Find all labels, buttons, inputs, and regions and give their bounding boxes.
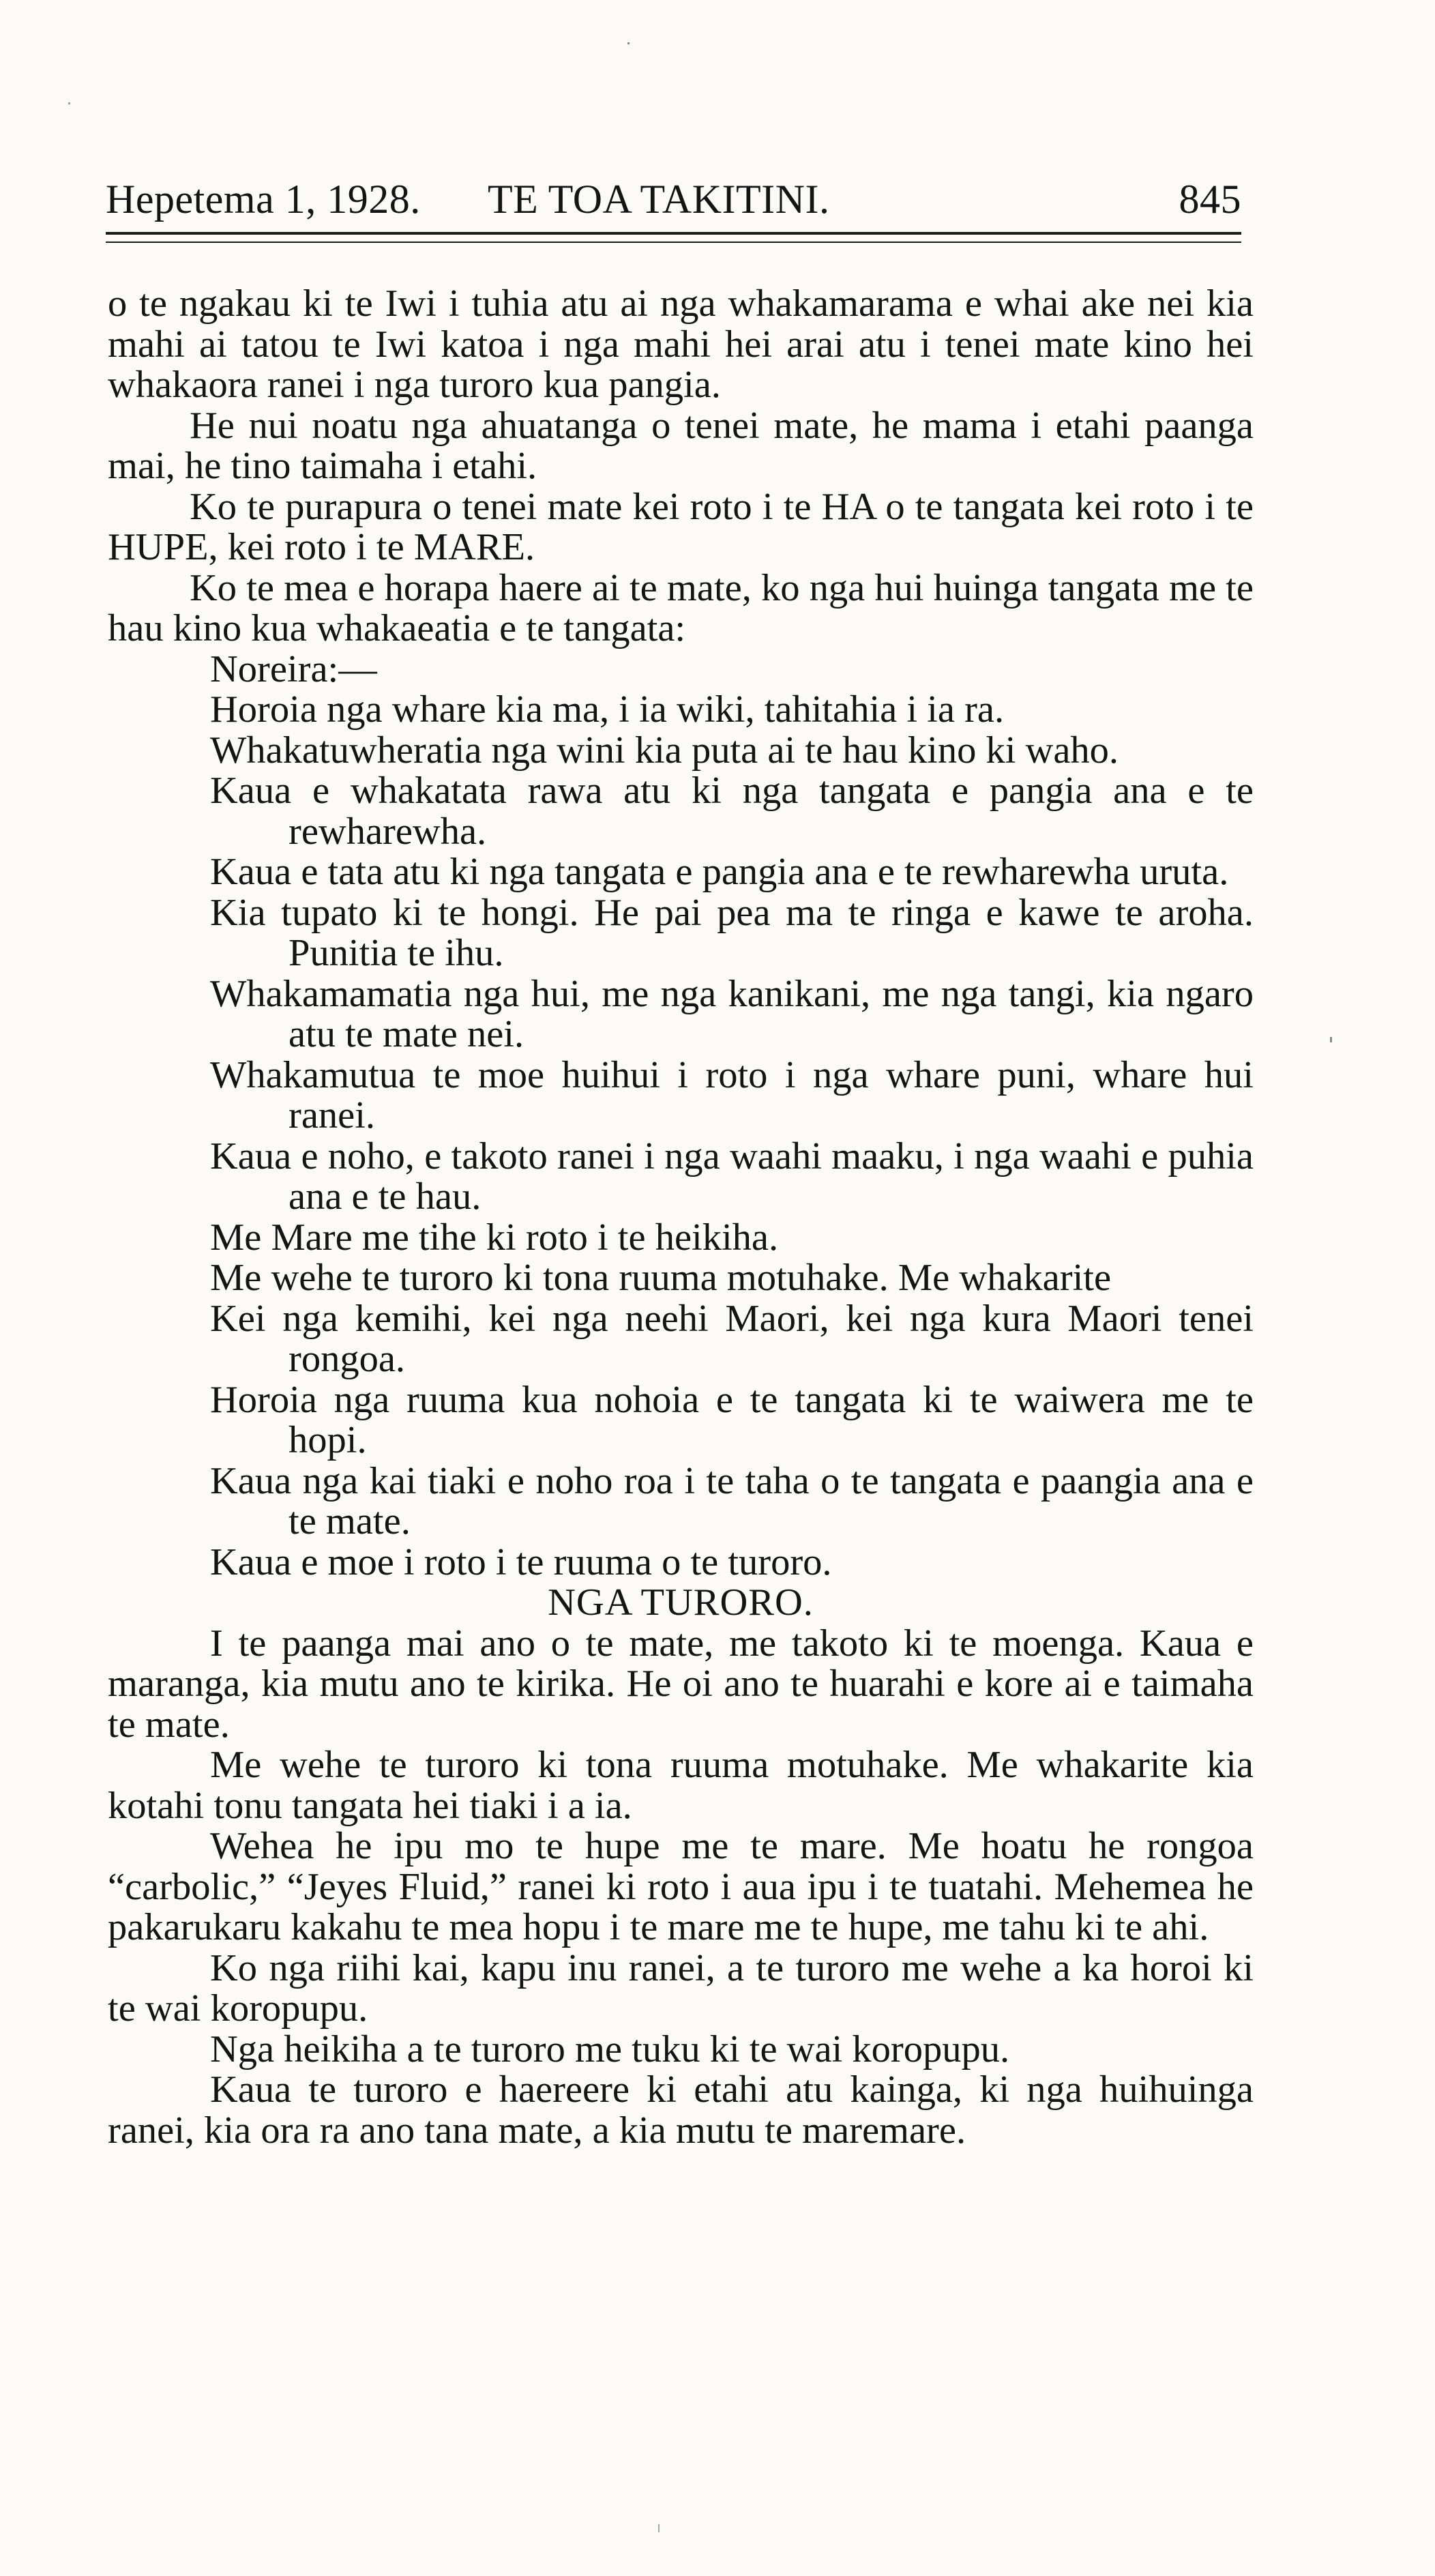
speck	[68, 102, 70, 104]
rule-item: Horoia nga whare kia ma, i ia wiki, tahitahia i ia ra.	[210, 688, 1005, 731]
rule-item: Kia tupato ki te hongi. He pai pea ma te ringa e kawe te aroha. Punitia te ihu.	[210, 891, 1254, 974]
noreira-label: Noreira:—	[210, 647, 377, 690]
speck	[1330, 1037, 1332, 1042]
paragraph: Me wehe te turoro ki tona ruuma motuhake. Me whakarite kia kotahi tonu tangata hei tiaki i a ia.	[108, 1744, 1254, 1827]
paragraph: Ko nga riihi kai, kapu inu ranei, a te turoro me wehe a ka horoi ki te wai koropupu.	[108, 1946, 1254, 2030]
rule-item: Whakatuwheratia nga wini kia puta ai te hau kino ki waho.	[210, 729, 1119, 772]
rule-item: Kei nga kemihi, kei nga neehi Maori, kei nga kura Maori tenei rongoa.	[210, 1297, 1254, 1380]
paragraph: o te ngakau ki te Iwi i tuhia atu ai nga whakamarama e whai ake nei kia mahi ai tatou te Iwi katoa i nga mahi hei arai atu i tenei mate kino hei whakaora ranei i nga turoro kua pangia.	[108, 282, 1254, 406]
header-title: TE TOA TAKITINI.	[488, 177, 830, 222]
rule-item: Kaua nga kai tiaki e noho roa i te taha o te tangata e paangia ana e te mate.	[210, 1459, 1254, 1542]
paragraph: He nui noatu nga ahuatanga o tenei mate, he mama i etahi paanga mai, he tino taimaha i etahi.	[108, 404, 1254, 487]
rule-item: Kaua e noho, e takoto ranei i nga waahi maaku, i nga waahi e puhia ana e te hau.	[210, 1135, 1254, 1218]
speck	[627, 42, 630, 44]
rule-item: Whakamutua te moe huihui i roto i nga whare puni, whare hui ranei.	[210, 1053, 1254, 1137]
header-rule-thin	[106, 241, 1241, 243]
paragraph: Wehea he ipu mo te hupe me te mare. Me hoatu he rongoa “carbolic,” “Jeyes Fluid,” ranei ki roto i aua ipu i te tuatahi. Mehemea he pakarukaru kakahu te mea hopu i te mare me te hupe, me tahu ki te ahi.	[108, 1825, 1254, 1948]
rule-item: Kaua e tata atu ki nga tangata e pangia ana e te rewharewha uruta.	[210, 851, 1229, 893]
paragraph: Kaua te turoro e haereere ki etahi atu kainga, ki nga huihuinga ranei, kia ora ra ano tana mate, a kia mutu te maremare.	[108, 2068, 1254, 2152]
page-number: 845	[1179, 177, 1241, 222]
speck	[658, 2524, 660, 2532]
rule-item: Kaua e whakatata rawa atu ki nga tangata e pangia ana e te rewharewha.	[210, 770, 1254, 853]
paragraph: Ko te mea e horapa haere ai te mate, ko nga hui huinga tangata me te hau kino kua whakaeatia e te tangata:	[108, 566, 1254, 649]
page-body	[108, 284, 1254, 2151]
rule-item: Me Mare me tihe ki roto i te heikiha.	[210, 1216, 779, 1259]
running-header	[106, 176, 1241, 231]
paragraph: Nga heikiha a te turoro me tuku ki te wai koropupu.	[210, 2028, 1010, 2070]
rule-item: Whakamamatia nga hui, me nga kanikani, me nga tangi, kia ngaro atu te mate nei.	[210, 972, 1254, 1055]
header-date: Hepetema 1, 1928.	[106, 177, 421, 222]
rule-item: Me wehe te turoro ki tona ruuma motuhake. Me whakarite	[210, 1257, 1112, 1299]
paragraph: I te paanga mai ano o te mate, me takoto ki te moenga. Kaua e maranga, kia mutu ano te kirika. He oi ano te huarahi e kore ai e taimaha te mate.	[108, 1622, 1254, 1746]
rule-item: Kaua e moe i roto i te ruuma o te turoro.	[210, 1540, 832, 1583]
paragraph: Ko te purapura o tenei mate kei roto i te HA o te tangata kei roto i te HUPE, kei roto i te MARE.	[108, 485, 1254, 568]
rule-item: Horoia nga ruuma kua nohoia e te tangata ki te waiwera me te hopi.	[210, 1378, 1254, 1461]
section-heading: NGA TURORO.	[548, 1581, 814, 1624]
header-rule	[106, 232, 1241, 235]
